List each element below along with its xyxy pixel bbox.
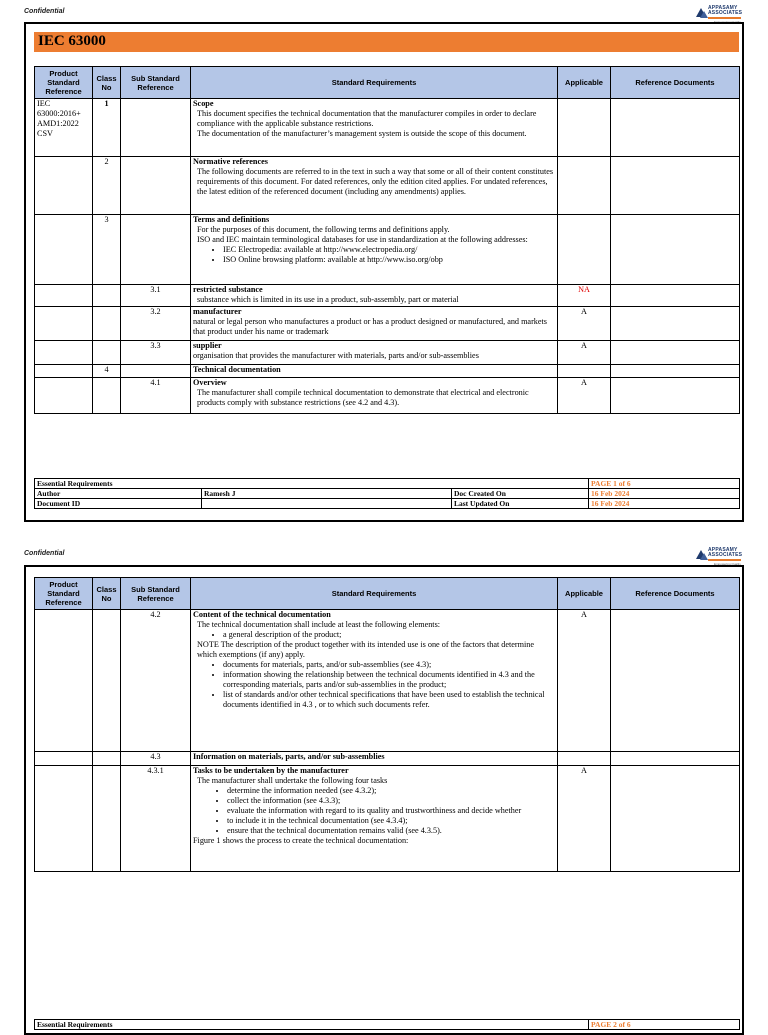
sub-ref-cell <box>121 365 191 378</box>
table-row <box>35 752 740 766</box>
applicable-cell <box>558 752 611 766</box>
requirement-cell <box>191 365 558 378</box>
class-no-cell <box>93 378 121 414</box>
table-row <box>35 307 740 341</box>
last-updated-label: Last Updated On <box>452 499 589 509</box>
requirement-cell: manufacturer natural or legal person who manufactures a product or has a product designed or manufactured, and markets that product under his name or trademark <box>191 307 558 341</box>
list-item: • information showing the relationship between the technical documents identified in 4.3 and the corresponding materials, parts and/or sub-assemblies in the product; <box>223 670 555 690</box>
requirements-table <box>34 577 740 872</box>
requirement-cell: Terms and definitions For the purposes of this document, the following terms and definitions apply. ISO and IEC maintain terminological databases for use in standardization at the following addresses: • IEC Electropedia: available at http://www.electropedia.org/ • ISO Online browsing platform: available at http://www.iso.org/obp <box>191 215 558 285</box>
requirement-title: Normative references <box>193 157 268 166</box>
class-no-cell <box>93 285 121 307</box>
sub-ref-cell: 3.1 <box>121 285 191 307</box>
page-number: PAGE 2 of 6 <box>589 1020 740 1030</box>
list-item: • evaluate the information with regard to its quality and trustworthiness and decide whether <box>227 806 555 816</box>
reference-docs-cell <box>611 378 740 414</box>
reference-docs-cell <box>611 341 740 365</box>
col-header-sub-ref: Sub Standard Reference <box>121 578 191 610</box>
document-title-banner <box>34 32 739 52</box>
reference-docs-cell <box>611 215 740 285</box>
table-row <box>35 215 740 285</box>
sub-ref-cell: 4.3 <box>121 752 191 766</box>
page-1 <box>24 22 744 522</box>
author-value: Ramesh J <box>202 489 452 499</box>
class-no-cell <box>93 307 121 341</box>
reference-docs-cell <box>611 285 740 307</box>
col-header-reference-docs: Reference Documents <box>611 578 740 610</box>
document-id-value <box>202 499 452 509</box>
table-row <box>35 365 740 378</box>
applicable-cell <box>558 215 611 285</box>
reference-docs-cell <box>611 99 740 157</box>
list-item: • determine the information needed (see 4.3.2); <box>227 786 555 796</box>
requirement-cell: Scope This document specifies the technical documentation that the manufacturer compiles in order to declare compliance with the applicable substance restrictions. The documentation of the manufacturer’s management system is outside the scope of this document. <box>191 99 558 157</box>
sub-ref-cell: 3.3 <box>121 341 191 365</box>
requirement-title: Overview <box>193 378 227 387</box>
requirement-cell: supplier organisation that provides the manufacturer with materials, parts and/or sub-assemblies <box>191 341 558 365</box>
requirement-title: manufacturer <box>193 307 242 316</box>
applicable-cell <box>558 99 611 157</box>
col-header-reference-docs: Reference Documents <box>611 67 740 99</box>
product-ref-cell: IEC 63000:2016+ AMD1:2022 CSV <box>35 99 93 157</box>
list-item: • IEC Electropedia: available at http://www.electropedia.org/ <box>223 245 555 255</box>
table-header-row <box>35 67 740 99</box>
col-header-requirements: Standard Requirements <box>191 578 558 610</box>
applicable-cell: A <box>558 307 611 341</box>
list-item: • documents for materials, parts, and/or sub-assemblies (see 4.3); <box>223 660 555 670</box>
list-item: • a general description of the product; <box>223 630 555 640</box>
applicable-cell: A <box>558 610 611 752</box>
reference-docs-cell <box>611 752 740 766</box>
reference-docs-cell <box>611 307 740 341</box>
page-number: PAGE 1 of 6 <box>589 479 740 489</box>
sub-ref-cell <box>121 157 191 215</box>
list-item: • to include it in the technical documentation (see 4.3.4); <box>227 816 555 826</box>
col-header-applicable: Applicable <box>558 578 611 610</box>
applicable-cell: A <box>558 378 611 414</box>
reference-docs-cell <box>611 157 740 215</box>
requirement-title: restricted substance <box>193 285 263 294</box>
col-header-class-no: Class No <box>93 67 121 99</box>
requirement-title: supplier <box>193 341 222 350</box>
requirement-cell: Normative references The following documents are referred to in the text in such a way that some or all of their content constitutes requirements of this document. For dated references, only the edition cited applies. For undated references, the latest edition of the referenced document (including any amendments) applies. <box>191 157 558 215</box>
sub-ref-cell: 4.3.1 <box>121 766 191 872</box>
class-no-cell <box>93 341 121 365</box>
sub-ref-cell: 4.1 <box>121 378 191 414</box>
requirement-title: Technical documentation <box>193 365 281 374</box>
page-2 <box>24 565 744 1035</box>
table-row <box>35 610 740 752</box>
class-no-cell: 1 <box>93 99 121 157</box>
list-item: • ensure that the technical documentation remains valid (see 4.3.5). <box>227 826 555 836</box>
requirement-title: Terms and definitions <box>193 215 270 224</box>
class-no-cell: 4 <box>93 365 121 378</box>
sub-ref-cell: 3.2 <box>121 307 191 341</box>
applicable-cell <box>558 157 611 215</box>
document-title: IEC 63000 <box>38 33 106 49</box>
reference-docs-cell <box>611 365 740 378</box>
confidential-label: Confidential <box>24 550 65 557</box>
class-no-cell: 2 <box>93 157 121 215</box>
table-row <box>35 157 740 215</box>
page-1-footer <box>34 478 740 509</box>
requirement-cell: Overview The manufacturer shall compile technical documentation to demonstrate that electrical and electronic products comply with substance restrictions (see 4.2 and 4.3). <box>191 378 558 414</box>
requirement-title: Content of the technical documentation <box>193 610 331 619</box>
company-logo: APPASAMY ASSOCIATES Empowering Quality <box>696 6 742 22</box>
confidential-label: Confidential <box>24 8 65 15</box>
col-header-applicable: Applicable <box>558 67 611 99</box>
applicable-cell <box>558 365 611 378</box>
sub-ref-cell: 4.2 <box>121 610 191 752</box>
requirement-title: Tasks to be undertaken by the manufacturer <box>193 766 349 775</box>
list-item: • list of standards and/or other technical specifications that have been used to establish the technical documents identified in 4.3 , or to which such documents refer. <box>223 690 555 710</box>
applicable-cell: A <box>558 341 611 365</box>
col-header-requirements: Standard Requirements <box>191 67 558 99</box>
footer-section-label: Essential Requirements <box>35 1020 589 1030</box>
table-row <box>35 378 740 414</box>
table-row <box>35 99 740 157</box>
document-id-label: Document ID <box>35 499 202 509</box>
col-header-product-ref: Product Standard Reference <box>35 67 93 99</box>
requirement-cell <box>191 752 558 766</box>
reference-docs-cell <box>611 766 740 872</box>
requirement-title: Scope <box>193 99 214 108</box>
col-header-product-ref: Product Standard Reference <box>35 578 93 610</box>
requirement-title: Information on materials, parts, and/or sub-assemblies <box>193 752 385 761</box>
table-header-row <box>35 578 740 610</box>
sub-ref-cell <box>121 215 191 285</box>
list-item: • collect the information (see 4.3.3); <box>227 796 555 806</box>
list-item: • ISO Online browsing platform: available at http://www.iso.org/obp <box>223 255 555 265</box>
table-row <box>35 341 740 365</box>
doc-created-value: 16 Feb 2024 <box>589 489 740 499</box>
doc-created-label: Doc Created On <box>452 489 589 499</box>
requirement-cell: restricted substance substance which is limited in its use in a product, sub-assembly, part or material <box>191 285 558 307</box>
footer-section-label: Essential Requirements <box>35 479 589 489</box>
table-row <box>35 285 740 307</box>
reference-docs-cell <box>611 610 740 752</box>
requirement-cell: Tasks to be undertaken by the manufacturer The manufacturer shall undertake the following four tasks • determine the information needed (see 4.3.2); • collect the information (see 4.3.3); • evaluate the information with regard to its quality and trustworthiness and decide whether • to include it in the technical documentation (see 4.3.4); • ensure that the technical documentation remains valid (see 4.3.5). Figure 1 shows the process to create the technical documentation: <box>191 766 558 872</box>
requirements-table <box>34 66 740 414</box>
class-no-cell: 3 <box>93 215 121 285</box>
applicable-cell: A <box>558 766 611 872</box>
col-header-sub-ref: Sub Standard Reference <box>121 67 191 99</box>
last-updated-value: 16 Feb 2024 <box>589 499 740 509</box>
company-logo: APPASAMY ASSOCIATES Empowering Quality <box>696 548 742 564</box>
page-2-footer <box>34 1019 740 1030</box>
author-label: Author <box>35 489 202 499</box>
requirement-cell: Content of the technical documentation The technical documentation shall include at least the following elements: • a general description of the product; NOTE The description of the product together with its intended use is one of the factors that determine which exemptions (if any) apply. • documents for materials, parts, and/or sub-assemblies (see 4.3); • information showing the relationship between the technical documents identified in 4.3 and the corresponding materials, parts and/or sub-assemblies in the product; • list of standards and/or other technical specifications that have been used to establish the technical documents identified in 4.3 , or to which such documents refer. <box>191 610 558 752</box>
applicable-cell: NA <box>558 285 611 307</box>
table-row <box>35 766 740 872</box>
col-header-class-no: Class No <box>93 578 121 610</box>
sub-ref-cell <box>121 99 191 157</box>
